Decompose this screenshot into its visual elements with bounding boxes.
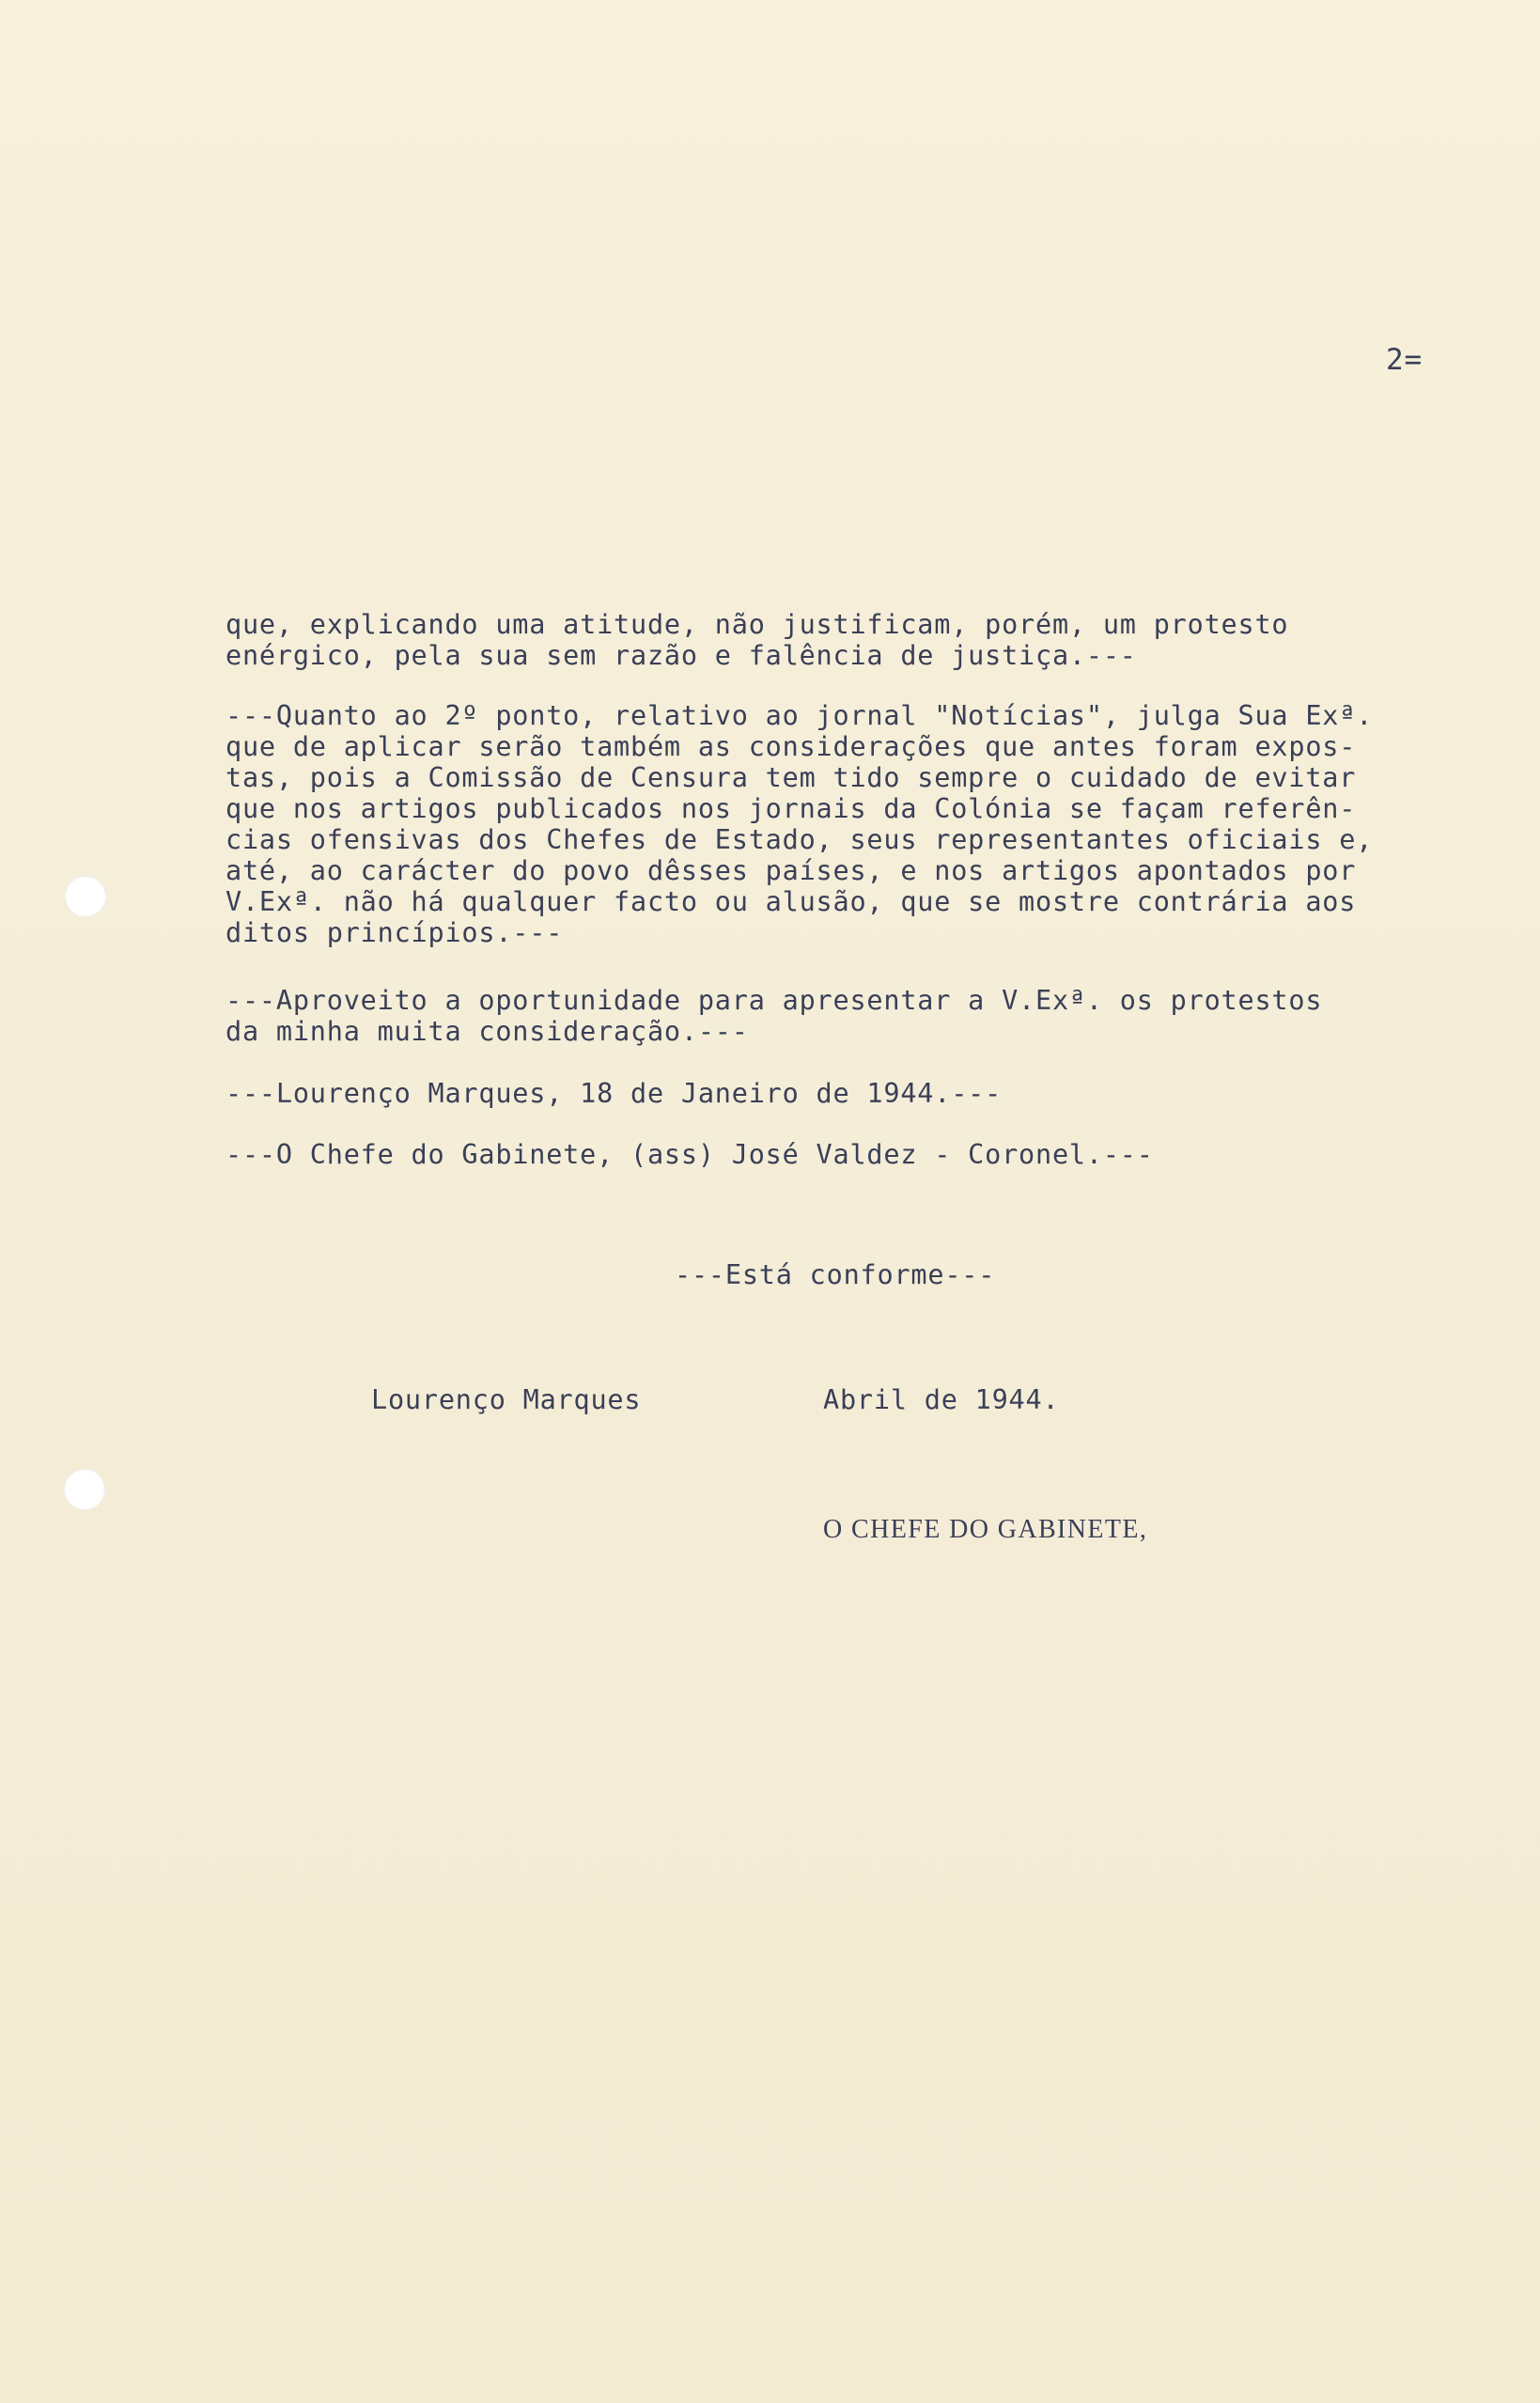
paragraph-2-line-7: V.Exª. não há qualquer facto ou alusão, que se mostre contrária aos [226,886,1357,917]
punch-hole [64,1469,105,1510]
paragraph-2-line-3: tas, pois a Comissão de Censura tem tido sempre o cuidado de evitar [226,762,1357,793]
punch-hole [65,876,106,917]
closing-place: Lourenço Marques [371,1384,642,1415]
paragraph-2-line-2: que de aplicar serão também as considerações que antes foram expos- [226,731,1357,762]
paragraph-3-line-2: da minha muita consideração.--- [226,1016,749,1047]
paragraph-2-line-6: até, ao carácter do povo dêsses países, e nos artigos apontados por [226,855,1357,886]
closing-date: Abril de 1944. [823,1384,1060,1415]
paragraph-2-line-4: que nos artigos publicados nos jornais da Colónia se façam referên- [226,793,1357,824]
paragraph-1-line-2: enérgico, pela sua sem razão e falência de justiça.--- [226,640,1137,671]
paragraph-2-line-8: ditos princípios.--- [226,917,564,948]
paragraph-2-line-1: ---Quanto ao 2º ponto, relativo ao jornal "Notícias", julga Sua Exª. [226,700,1374,731]
paragraph-1-line-1: que, explicando uma atitude, não justificam, porém, um protesto [226,609,1289,640]
signature-title: O CHEFE DO GABINETE, [823,1515,1148,1544]
paragraph-5-line-1: ---O Chefe do Gabinete, (ass) José Valdez - Coronel.--- [226,1139,1154,1170]
esta-conforme-note: ---Está conforme--- [675,1259,996,1290]
paragraph-3-line-1: ---Aproveito a oportunidade para apresentar a V.Exª. os protestos [226,985,1323,1016]
paragraph-4-line-1: ---Lourenço Marques, 18 de Janeiro de 1944.--- [226,1078,1003,1109]
page-number: 2= [1386,343,1423,377]
paragraph-2-line-5: cias ofensivas dos Chefes de Estado, seus representantes oficiais e, [226,824,1374,855]
